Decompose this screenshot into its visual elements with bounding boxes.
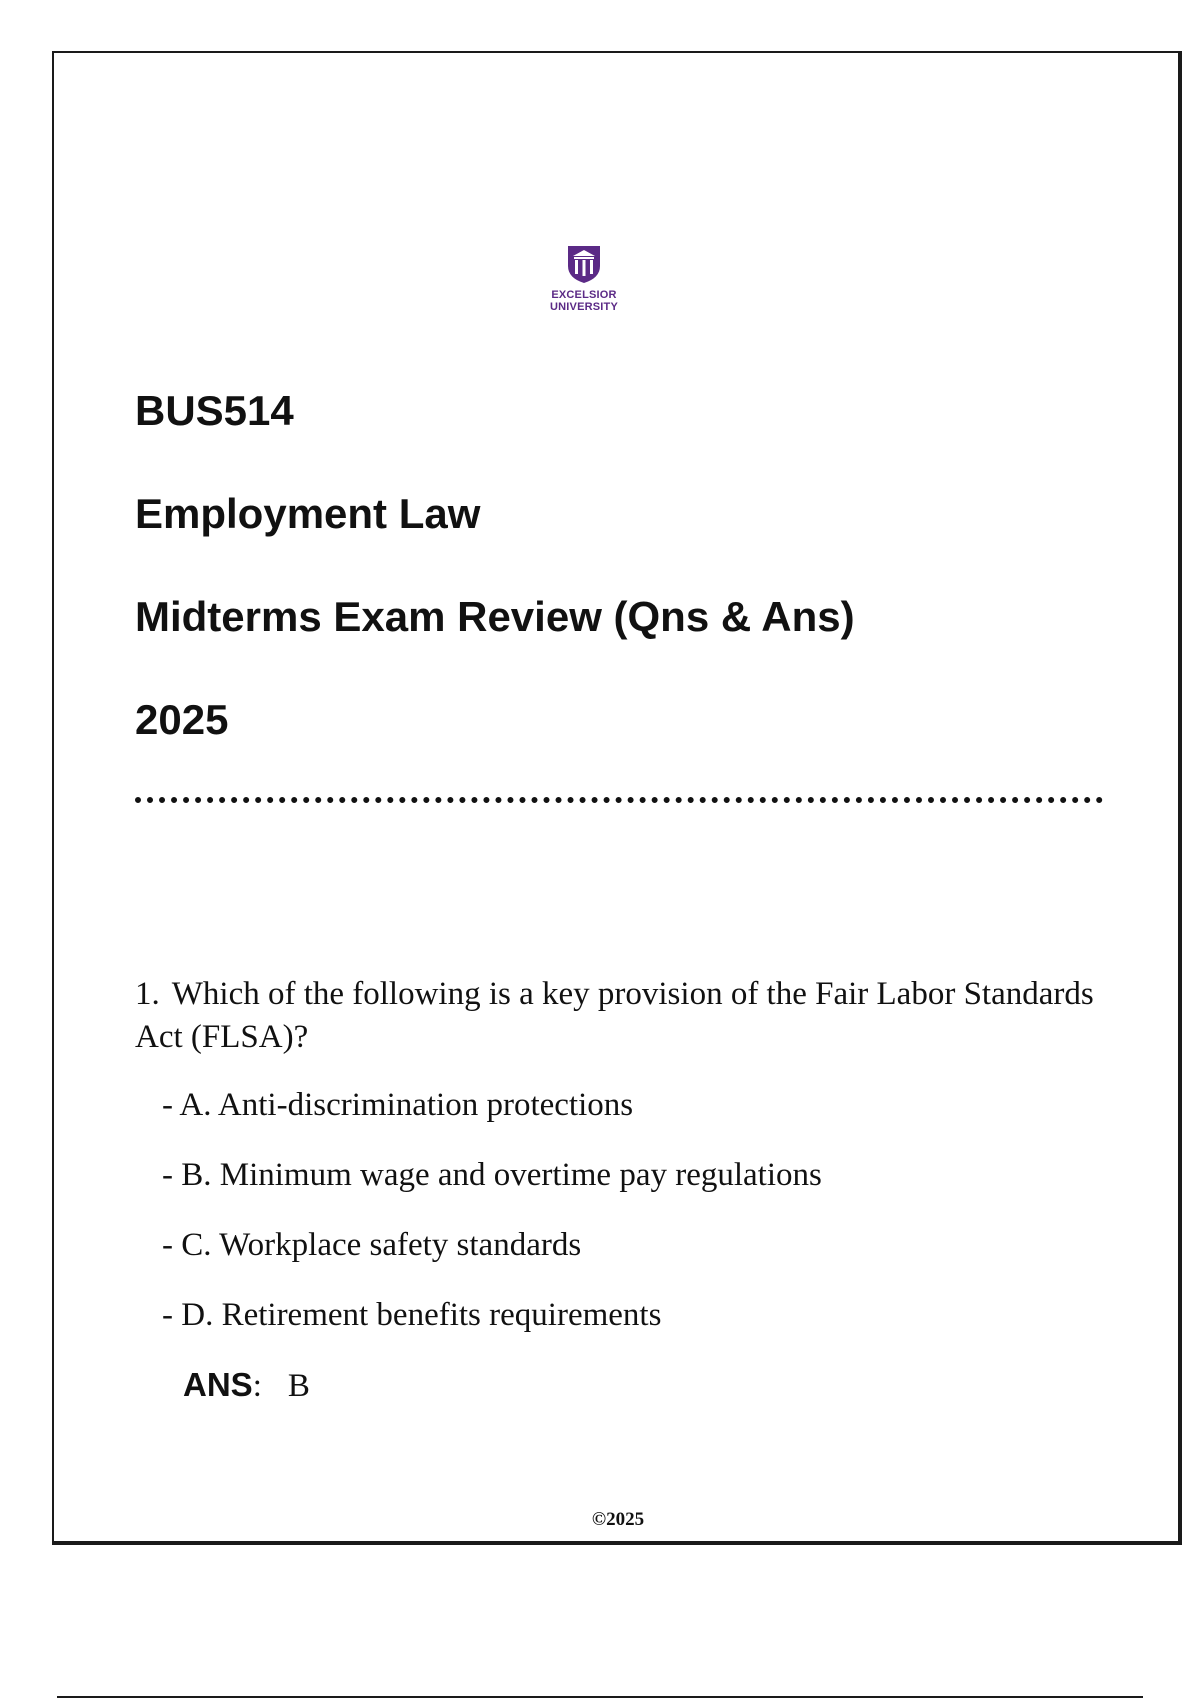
logo-line-1: EXCELSIOR [551,289,617,301]
question-1 [135,973,1095,1059]
logo-line-2: UNIVERSITY [549,301,618,313]
answer-options [162,1085,1082,1365]
option-b: - B. Minimum wage and overtime pay regulations [162,1157,822,1193]
copyright-footer: ©2025 [591,1509,645,1530]
option-c: - C. Workplace safety standards [162,1227,582,1263]
question-number: 1. [135,976,160,1012]
university-pillars-shield-icon [564,244,604,284]
university-logo [535,244,633,313]
answer-line [183,1365,310,1406]
answer-label: ANS [183,1366,253,1403]
document-title: Midterms Exam Review (Qns & Ans) [135,593,855,640]
answer-separator: : [252,1368,262,1404]
option-a: - A. Anti-discrimination protections [162,1087,634,1123]
dotted-divider [135,797,1103,803]
document-year: 2025 [135,696,229,743]
question-text: Which of the following is a key provision of the Fair Labor Standards Act (FLSA)? [135,976,1094,1055]
course-code: BUS514 [135,387,294,434]
option-d: - D. Retirement benefits requirements [162,1297,662,1333]
answer-value: B [287,1368,310,1404]
page-bottom-rule [57,1696,1143,1698]
course-title: Employment Law [135,490,481,537]
